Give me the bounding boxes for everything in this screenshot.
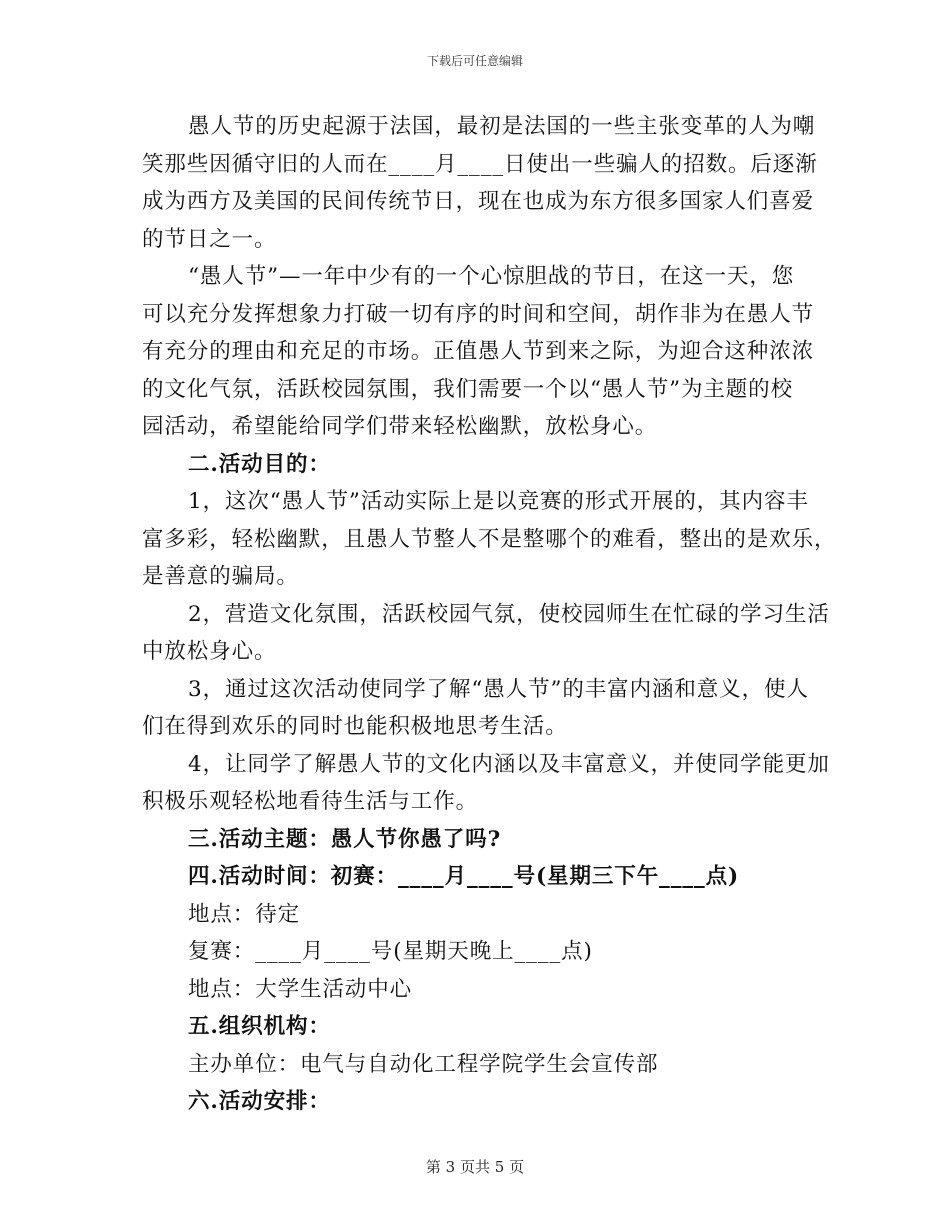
page-footer: 第 3 页共 5 页 — [425, 1158, 525, 1176]
paragraph-line: 主办单位：电气与自动化工程学院学生会宣传部 — [188, 1051, 659, 1077]
paragraph-line: 笑那些因循守旧的人而在____月____日使出一些骗人的招数。后逐渐 — [142, 151, 818, 177]
paragraph-line: 园活动，希望能给同学们带来轻松幽默，放松身心。 — [142, 414, 658, 439]
paragraph-line: 地点：待定 — [188, 901, 301, 927]
document-body — [142, 108, 837, 1121]
section-heading-theme: 三.活动主题：愚人节你愚了吗? — [188, 826, 502, 852]
paragraph-line: 是善意的骗局。 — [142, 564, 299, 589]
paragraph-line: 富多彩，轻松幽默，且愚人节整人不是整哪个的难看，整出的是欢乐， — [142, 526, 837, 552]
page-header: 下载后可任意编辑 — [426, 54, 523, 68]
paragraph-line: 3，通过这次活动使同学了解“愚人节”的丰富内涵和意义，使人 — [188, 676, 809, 702]
paragraph-line: 有充分的理由和充足的市场。正值愚人节到来之际，为迎合这种浓浓 — [142, 339, 815, 364]
section-heading-organization: 五.组织机构： — [188, 1014, 331, 1039]
paragraph-line: 们在得到欢乐的同时也能积极地思考生活。 — [142, 714, 568, 739]
section-heading-arrangement: 六.活动安排： — [188, 1089, 331, 1114]
paragraph-line: 愚人节的历史起源于法国，最初是法国的一些主张变革的人为嘲 — [188, 114, 816, 139]
paragraph-line: “愚人节”—一年中少有的一个心惊胆战的节日，在这一天，您 — [188, 264, 795, 289]
paragraph-line: 成为西方及美国的民间传统节日，现在也成为东方很多国家人们喜爱 — [142, 189, 815, 214]
paragraph-line: 的文化气氛，活跃校园氛围，我们需要一个以“愚人节”为主题的校 — [142, 376, 793, 402]
paragraph-line: 积极乐观轻松地看待生活与工作。 — [142, 789, 479, 814]
paragraph-line: 4，让同学了解愚人节的文化内涵以及丰富意义，并使同学能更加 — [188, 751, 830, 777]
paragraph-line: 的节日之一。 — [142, 226, 277, 252]
paragraph-line: 复赛：____月____号(星期天晚上____点) — [188, 939, 593, 964]
paragraph-line: 2，营造文化氛围，活跃校园气氛，使校园师生在忙碌的学习生活 — [188, 601, 830, 627]
section-heading-time: 四.活动时间：初赛：____月____号(星期三下午____点) — [188, 864, 740, 889]
paragraph-line: 1，这次“愚人节”活动实际上是以竞赛的形式开展的，其内容丰 — [188, 489, 809, 514]
paragraph-line: 可以充分发挥想象力打破一切有序的时间和空间，胡作非为在愚人节 — [142, 301, 815, 327]
paragraph-line: 中放松身心。 — [142, 639, 277, 664]
section-heading-purpose: 二.活动目的： — [188, 451, 331, 477]
paragraph-line: 地点：大学生活动中心 — [188, 976, 413, 1002]
